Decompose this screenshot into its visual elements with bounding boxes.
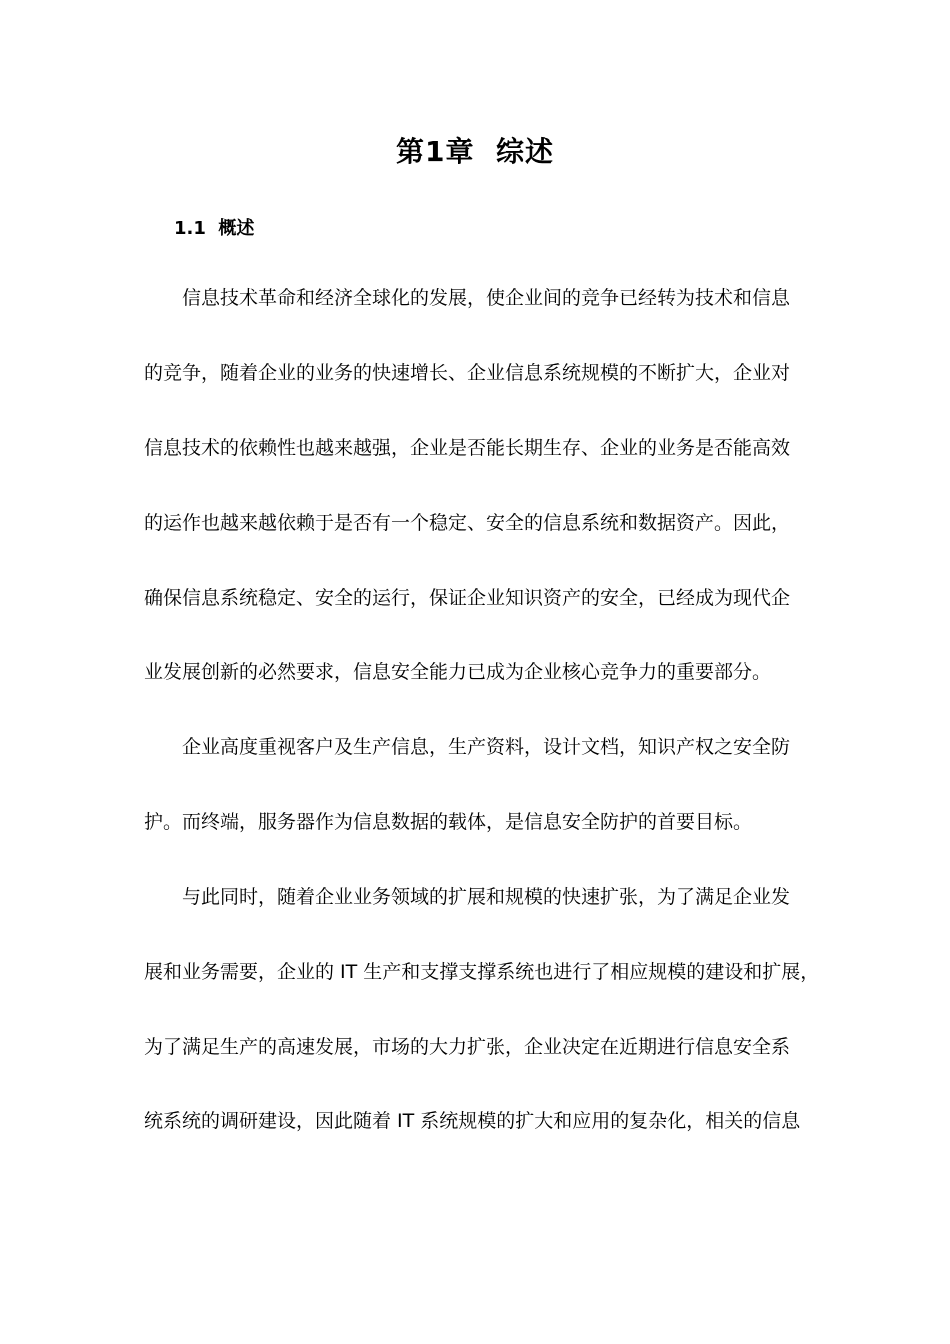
paragraph-3-line-2: 展和业务需要，企业的 IT 生产和支撑支撑系统也进行了相应规模的建设和扩展， xyxy=(144,961,820,983)
paragraph-1-line-5: 确保信息系统稳定、安全的运行，保证企业知识资产的安全，已经成为现代企 xyxy=(144,587,791,609)
paragraph-2-line-2: 护。而终端，服务器作为信息数据的载体，是信息安全防护的首要目标。 xyxy=(144,811,753,833)
paragraph-3-line-3: 为了满足生产的高速发展，市场的大力扩张，企业决定在近期进行信息安全系 xyxy=(144,1036,791,1058)
chapter-title: 第1章 综述 xyxy=(396,135,554,168)
paragraph-1-line-3: 信息技术的依赖性也越来越强，企业是否能长期生存、企业的业务是否能高效 xyxy=(144,437,791,459)
section-heading: 1.1 概述 xyxy=(174,218,255,239)
paragraph-1-line-2: 的竞争，随着企业的业务的快速增长、企业信息系统规模的不断扩大，企业对 xyxy=(144,362,791,384)
paragraph-1-line-1: 信息技术革命和经济全球化的发展，使企业间的竞争已经转为技术和信息 xyxy=(182,287,791,309)
paragraph-3-line-4: 统系统的调研建设，因此随着 IT 系统规模的扩大和应用的复杂化，相关的信息 xyxy=(144,1110,801,1132)
paragraph-1-line-4: 的运作也越来越依赖于是否有一个稳定、安全的信息系统和数据资产。因此， xyxy=(144,512,791,534)
paragraph-2-line-1: 企业高度重视客户及生产信息，生产资料，设计文档，知识产权之安全防 xyxy=(182,736,791,758)
paragraph-3-line-1: 与此同时，随着企业业务领域的扩展和规模的快速扩张，为了满足企业发 xyxy=(182,886,791,908)
paragraph-1-line-6: 业发展创新的必然要求，信息安全能力已成为企业核心竞争力的重要部分。 xyxy=(144,661,772,683)
